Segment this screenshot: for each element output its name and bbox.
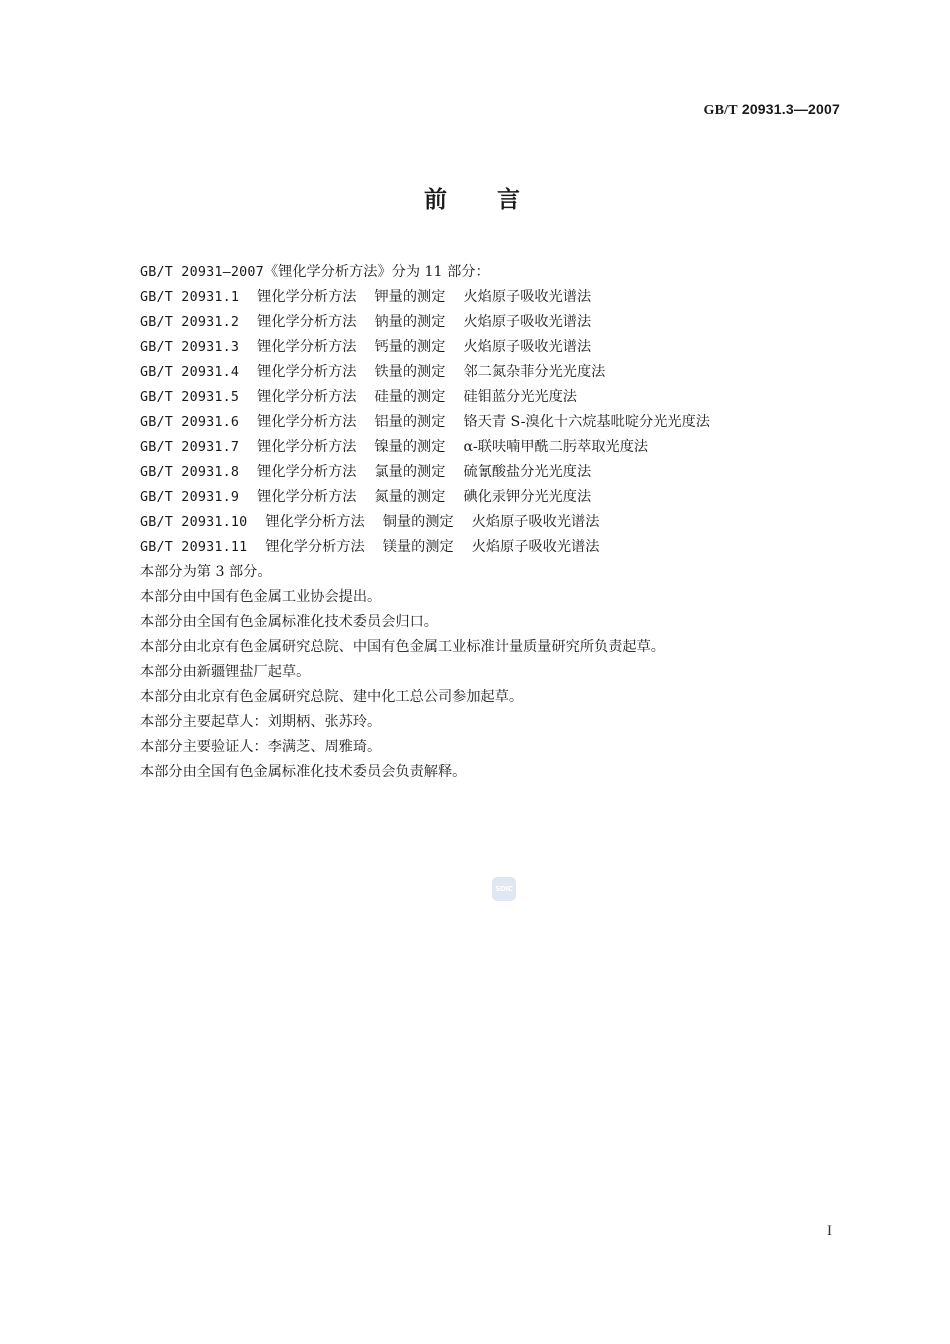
intro-code: GB/T 20931—2007 [140,265,264,280]
part-item: 氯量的测定 [374,464,446,480]
part-code: GB/T 20931.2 [140,315,240,330]
standard-number: 20931.3—2007 [737,101,840,117]
intro-line [140,260,840,285]
part-code: GB/T 20931.7 [140,440,240,455]
part-line [140,310,840,335]
part-line [140,335,840,360]
statement-line: 本部分由北京有色金属研究总院、中国有色金属工业标准计量质量研究所负责起草。 [140,639,665,655]
statement-line: 本部分由中国有色金属工业协会提出。 [140,589,382,605]
part-technique: 硫氰酸盐分光光度法 [463,464,592,480]
intro-text: 《锂化学分析方法》分为 11 部分： [263,264,490,280]
statement-line: 本部分主要验证人：李满芝、周雅琦。 [140,739,382,755]
part-item: 镍量的测定 [374,439,446,455]
part-method: 锂化学分析方法 [265,514,365,530]
part-code: GB/T 20931.10 [140,515,248,530]
part-line [140,360,840,385]
part-line [140,410,840,435]
part-line [140,485,840,510]
part-item: 铁量的测定 [374,364,446,380]
part-code: GB/T 20931.4 [140,365,240,380]
foreword-body [140,260,840,785]
part-code: GB/T 20931.1 [140,290,240,305]
watermark-text: SDIC [495,885,513,893]
statement-line: 本部分由全国有色金属标准化技术委员会负责解释。 [140,764,467,780]
part-item: 钾量的测定 [374,289,446,305]
part-technique: 火焰原子吸收光谱法 [463,314,592,330]
part-item: 镁量的测定 [382,539,454,555]
part-technique: 火焰原子吸收光谱法 [463,339,592,355]
page-number: I [827,1223,832,1239]
part-line [140,510,840,535]
part-method: 锂化学分析方法 [265,539,365,555]
part-code: GB/T 20931.11 [140,540,248,555]
part-method: 锂化学分析方法 [257,414,357,430]
part-line [140,460,840,485]
part-method: 锂化学分析方法 [257,389,357,405]
statement-line: 本部分由北京有色金属研究总院、建中化工总公司参加起草。 [140,689,524,705]
part-technique: 硅钼蓝分光光度法 [463,389,577,405]
standard-code-header [703,101,840,119]
part-item: 铝量的测定 [374,414,446,430]
part-item: 铜量的测定 [382,514,454,530]
part-method: 锂化学分析方法 [257,464,357,480]
part-line [140,385,840,410]
part-line [140,285,840,310]
part-technique: 铬天青 S-溴化十六烷基吡啶分光光度法 [463,414,710,430]
part-method: 锂化学分析方法 [257,339,357,355]
part-technique: 火焰原子吸收光谱法 [463,289,592,305]
part-item: 氮量的测定 [374,489,446,505]
part-line [140,435,840,460]
statement-line: 本部分为第 3 部分。 [140,564,272,580]
part-code: GB/T 20931.6 [140,415,240,430]
part-method: 锂化学分析方法 [257,489,357,505]
part-code: GB/T 20931.9 [140,490,240,505]
page-title: 前言 [424,187,570,213]
part-method: 锂化学分析方法 [257,364,357,380]
sdic-watermark-logo [492,877,516,901]
part-technique: 火焰原子吸收光谱法 [471,539,600,555]
statements-list [140,560,840,785]
part-line [140,535,840,560]
statement-line: 本部分由新疆锂盐厂起草。 [140,664,311,680]
part-method: 锂化学分析方法 [257,289,357,305]
part-technique: 碘化汞钾分光光度法 [463,489,592,505]
part-technique: α-联呋喃甲酰二肟萃取光度法 [463,439,649,455]
part-code: GB/T 20931.8 [140,465,240,480]
part-item: 硅量的测定 [374,389,446,405]
parts-list [140,285,840,560]
statement-line: 本部分主要起草人：刘期柄、张苏玲。 [140,714,382,730]
part-method: 锂化学分析方法 [257,314,357,330]
part-code: GB/T 20931.3 [140,340,240,355]
standard-prefix: GB/T [703,103,738,118]
statement-line: 本部分由全国有色金属标准化技术委员会归口。 [140,614,438,630]
part-technique: 邻二氮杂菲分光光度法 [463,364,606,380]
part-technique: 火焰原子吸收光谱法 [471,514,600,530]
part-code: GB/T 20931.5 [140,390,240,405]
part-item: 钠量的测定 [374,314,446,330]
part-method: 锂化学分析方法 [257,439,357,455]
part-item: 钙量的测定 [374,339,446,355]
